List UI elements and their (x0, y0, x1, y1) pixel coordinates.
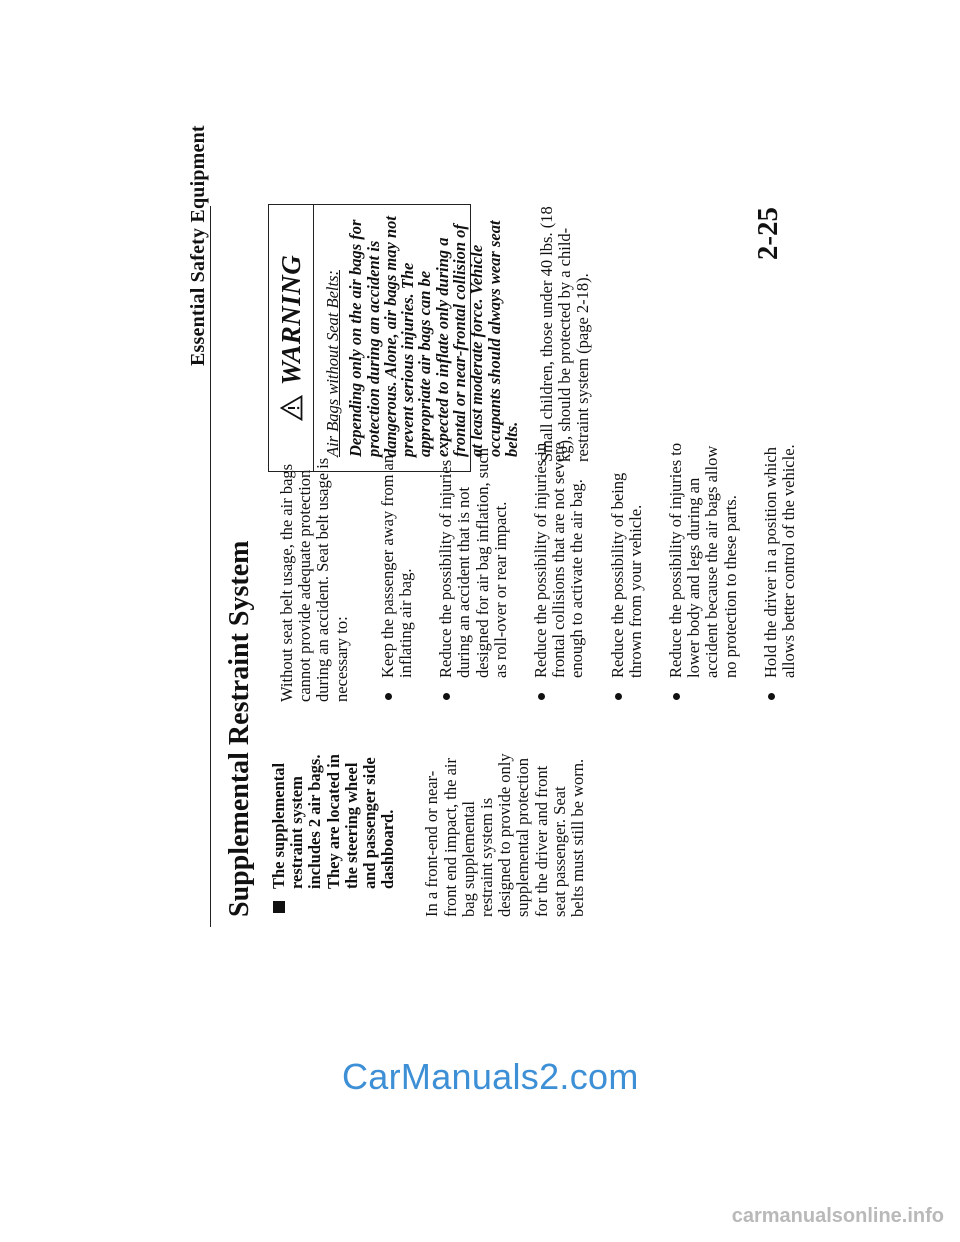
warning-title: WARNING (275, 254, 306, 386)
warning-body (314, 205, 520, 471)
column-1 (270, 752, 587, 917)
section-title: Supplemental Restraint System (224, 540, 255, 917)
list-item-text: Reduce the possibility of injuries during an accident that is not designed for air bag inflation, such as roll-over or rear impact. (436, 447, 510, 678)
header-rule (210, 206, 211, 927)
square-bullet-icon (273, 901, 285, 913)
list-item-text: Reduce the possibility of injuries in frontal collisions that are not severe enough to activate the air bag. (531, 442, 587, 678)
list-item (532, 442, 587, 702)
list-item-text: Keep the passenger away from an inflating air bag. (377, 454, 416, 678)
warning-text: Depending only on the air bags for protection during an accident is dangerous. Alone, air bags may not prevent serious injuries. The appropriate air bags can be expected to inflate only during a frontal or near-frontal collision of at least moderate force. Vehicle occupants should always wear seat belts. (346, 216, 521, 457)
bullet-dot-icon (538, 693, 545, 700)
list-item (379, 442, 415, 702)
list-item-text: Reduce the possibility of being thrown from your vehicle. (607, 472, 645, 678)
bullet-list (379, 442, 798, 702)
watermark-logo: CarManuals2.com (342, 1056, 639, 1097)
bullet-dot-icon (615, 693, 622, 700)
warning-box (268, 204, 521, 472)
bullet-dot-icon (385, 693, 392, 700)
list-item-text: Hold the driver in a position which allows better control of the vehicle. (760, 444, 799, 678)
list-item (762, 442, 798, 702)
warning-subtitle: Air Bags without Seat Belts: (323, 270, 342, 457)
running-title: Essential Safety Equipment (187, 125, 209, 366)
body-paragraph: In a front-end or near-front end impact, the air bag supplemental restraint system is designed to provide only supplemental protection for the driver and front seat passenger. Seat belts must still be worn. (422, 753, 588, 917)
intro-paragraph: Without seat belt usage, the air bags cannot provide adequate protection during an accident. Seat belt usage is necessary to: (277, 457, 351, 702)
warning-header (269, 205, 314, 471)
list-item (437, 442, 510, 702)
bullet-dot-icon (673, 693, 680, 700)
footer-watermark: carmanualsonline.info (731, 1205, 944, 1227)
lead-paragraph (270, 752, 397, 917)
child-restraint-note: Small children, those under 40 lbs. (18 kg), should be protected by a child-restraint system (page 2-18). (537, 206, 593, 462)
list-item-text: Reduce the possibility of injuries to lower body and legs during an accident because the air bags allow no protection to these parts. (666, 442, 740, 678)
lead-text: The supplemental restraint system includes 2 air bags. They are located in the steering wheel and passenger side dashboard. (269, 754, 398, 889)
warning-triangle-icon (280, 395, 303, 421)
page-number: 2-25 (752, 207, 784, 261)
column-2 (278, 442, 820, 702)
bullet-dot-icon (443, 693, 450, 700)
bullet-dot-icon (768, 693, 775, 700)
list-item (609, 442, 645, 702)
list-item (667, 442, 740, 702)
